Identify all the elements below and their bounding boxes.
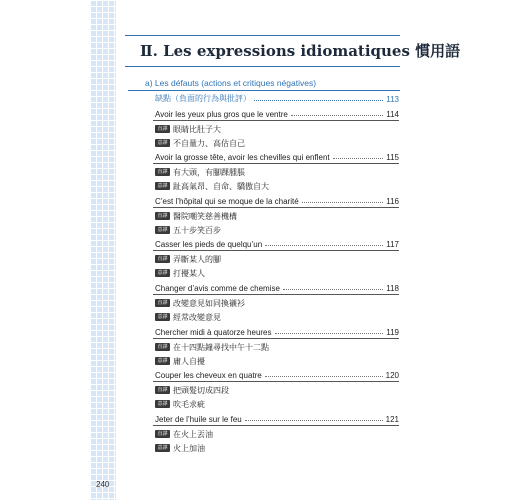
- toc-subsection-page: 113: [386, 95, 399, 104]
- meaning-translation-line: [155, 137, 245, 149]
- literal-translation-line: [155, 166, 245, 178]
- title-rule-bottom: [125, 66, 400, 67]
- entry-rule: [153, 425, 399, 426]
- meaning-badge: 意譯: [155, 226, 170, 234]
- dot-leader: [265, 375, 383, 377]
- literal-translation: 眼睛比肚子大: [173, 124, 221, 134]
- meaning-translation: 五十步笑百步: [173, 225, 221, 235]
- dot-leader: [254, 99, 383, 101]
- entry-rule: [153, 207, 399, 208]
- entry-page: 115: [386, 153, 399, 162]
- section-heading: a) Les défauts (actions et critiques négatives): [145, 78, 317, 88]
- dot-leader: [275, 332, 384, 334]
- literal-badge: 直譯: [155, 343, 170, 351]
- meaning-translation-line: [155, 311, 221, 323]
- entry-page: 119: [386, 328, 399, 337]
- dot-leader: [302, 201, 384, 203]
- entry-page: 114: [386, 110, 399, 119]
- meaning-translation: 庸人自擾: [173, 356, 205, 366]
- toc-entry[interactable]: [155, 194, 399, 206]
- entry-page: 121: [385, 415, 399, 424]
- entry-phrase: C’est l’hôpital qui se moque de la charité: [155, 197, 299, 206]
- section-rule: [128, 90, 400, 91]
- dot-leader: [283, 288, 383, 290]
- toc-entry[interactable]: [155, 325, 399, 337]
- entry-phrase: Avoir les yeux plus gros que le ventre: [155, 110, 288, 119]
- toc-entry[interactable]: [155, 150, 399, 162]
- page-number: 240: [96, 480, 110, 489]
- entry-rule: [153, 338, 399, 339]
- toc-entry[interactable]: [155, 281, 399, 293]
- entry-page: 116: [386, 197, 399, 206]
- entry-rule: [153, 120, 399, 121]
- entry-page: 117: [386, 240, 399, 249]
- meaning-badge: 意譯: [155, 400, 170, 408]
- meaning-badge: 意譯: [155, 269, 170, 277]
- literal-translation-line: [155, 123, 221, 135]
- dot-leader: [333, 157, 384, 159]
- meaning-translation: 不自量力、高估自己: [173, 138, 245, 148]
- entry-phrase: Jeter de l’huile sur le feu: [155, 415, 242, 424]
- entry-phrase: Couper les cheveux en quatre: [155, 371, 262, 380]
- literal-translation: 在十四點鐘尋找中午十二點: [173, 342, 269, 352]
- entry-rule: [153, 163, 399, 164]
- literal-translation-line: [155, 428, 213, 440]
- toc-entry[interactable]: [155, 237, 399, 249]
- meaning-translation-line: [155, 180, 269, 192]
- entry-rule: [153, 381, 399, 382]
- meaning-translation-line: [155, 442, 205, 454]
- entry-page: 118: [386, 284, 399, 293]
- meaning-translation: 打擾某人: [173, 268, 205, 278]
- meaning-translation-line: [155, 398, 205, 410]
- meaning-badge: 意譯: [155, 313, 170, 321]
- margin-grid-strip: [90, 0, 116, 500]
- literal-badge: 直譯: [155, 430, 170, 438]
- literal-badge: 直譯: [155, 168, 170, 176]
- entry-phrase: Changer d’avis comme de chemise: [155, 284, 280, 293]
- literal-badge: 直譯: [155, 255, 170, 263]
- toc-entry[interactable]: [155, 107, 399, 119]
- literal-translation-line: [155, 297, 245, 309]
- meaning-translation-line: [155, 267, 205, 279]
- dot-leader: [291, 114, 383, 116]
- entry-rule: [153, 250, 399, 251]
- meaning-translation: 趾高氣昂、自命、驕傲自大: [173, 181, 269, 191]
- literal-badge: 直譯: [155, 386, 170, 394]
- chapter-title: Ⅱ. Les expressions idiomatiques 慣用語: [140, 42, 461, 60]
- literal-badge: 直譯: [155, 299, 170, 307]
- entry-phrase: Casser les pieds de quelqu’un: [155, 240, 263, 249]
- literal-badge: 直譯: [155, 212, 170, 220]
- meaning-translation: 火上加油: [173, 443, 205, 453]
- literal-translation-line: [155, 384, 229, 396]
- literal-translation: 有大頭，有腳踝腫脹: [173, 167, 245, 177]
- dot-leader: [265, 244, 383, 246]
- meaning-badge: 意譯: [155, 357, 170, 365]
- entry-phrase: Avoir la grosse tête, avoir les chevilles qui enflent: [155, 153, 330, 162]
- toc-entry[interactable]: [155, 412, 399, 424]
- literal-translation: 醫院嘲笑慈善機構: [173, 211, 237, 221]
- toc-entry[interactable]: [155, 368, 399, 380]
- literal-translation: 把頭髮切成四段: [173, 385, 229, 395]
- toc-subsection-label: 缺點（負面的行為與批評）: [155, 94, 251, 103]
- literal-translation: 弄斷某人的腳: [173, 254, 221, 264]
- toc-subsection-line[interactable]: [155, 92, 399, 104]
- meaning-translation: 經常改變意見: [173, 312, 221, 322]
- literal-translation: 在火上丟油: [173, 429, 213, 439]
- literal-translation-line: [155, 341, 269, 353]
- meaning-translation-line: [155, 224, 221, 236]
- meaning-badge: 意譯: [155, 139, 170, 147]
- dot-leader: [245, 419, 383, 421]
- meaning-translation: 吹毛求疵: [173, 399, 205, 409]
- meaning-badge: 意譯: [155, 182, 170, 190]
- literal-translation: 改變意見如同換襯衫: [173, 298, 245, 308]
- literal-translation-line: [155, 253, 221, 265]
- entry-phrase: Chercher midi à quatorze heures: [155, 328, 272, 337]
- meaning-translation-line: [155, 355, 205, 367]
- meaning-badge: 意譯: [155, 444, 170, 452]
- literal-badge: 直譯: [155, 125, 170, 133]
- entry-page: 120: [385, 371, 399, 380]
- entry-rule: [153, 294, 399, 295]
- title-rule-top: [125, 35, 400, 36]
- literal-translation-line: [155, 210, 237, 222]
